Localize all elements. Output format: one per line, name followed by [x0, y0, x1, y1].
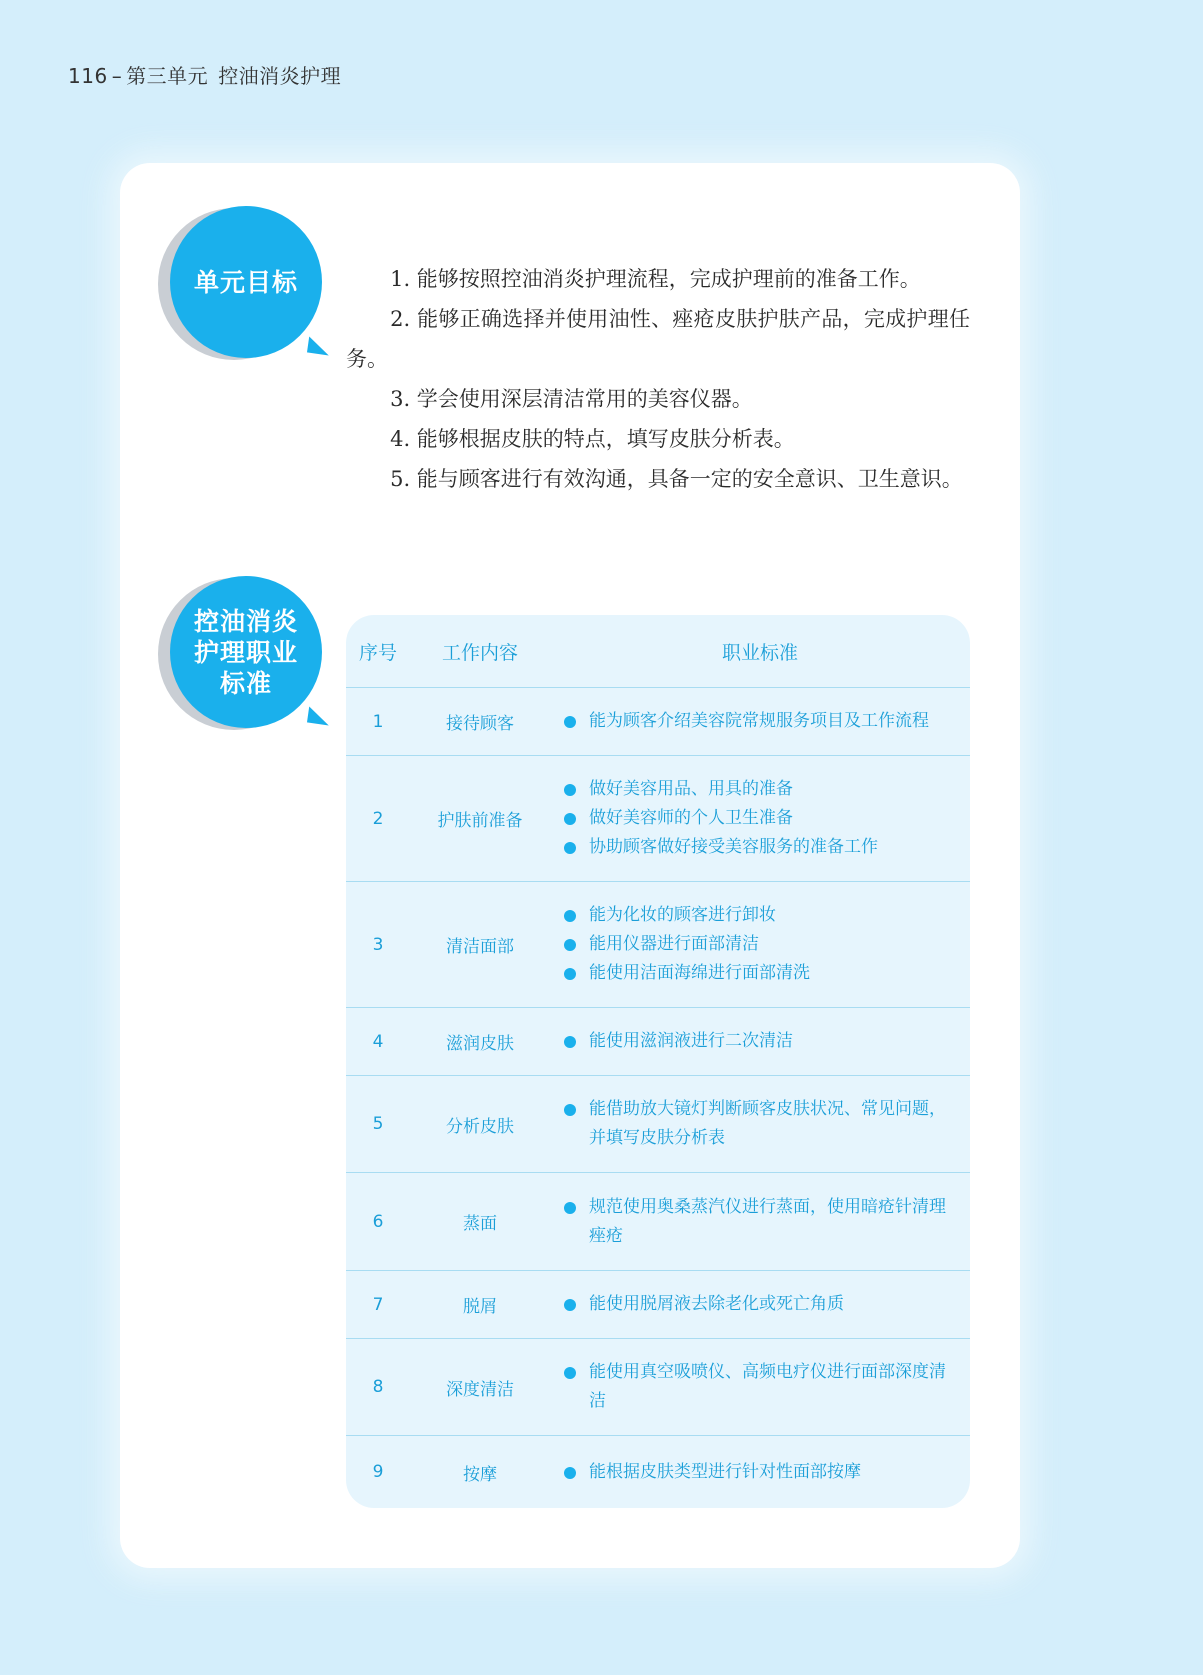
- row-work: 蒸面: [463, 1214, 497, 1234]
- row-standards: [564, 1076, 960, 1172]
- standard-item: [564, 901, 960, 930]
- row-no: 9: [372, 1462, 384, 1482]
- standard-item: [564, 804, 960, 833]
- standards-table: [346, 615, 970, 1508]
- standard-item: [564, 775, 960, 804]
- row-standards: [564, 1008, 960, 1075]
- standard-text: 做好美容师的个人卫生准备: [589, 808, 793, 828]
- bullet-icon: [564, 1202, 576, 1214]
- row-no: 7: [372, 1294, 384, 1315]
- standard-text: 能使用真空吸喷仪、高频电疗仪进行面部深度清洁: [589, 1362, 946, 1411]
- row-standards: [564, 756, 960, 881]
- unit-label: 第三单元: [126, 64, 209, 88]
- row-standards: [564, 1271, 960, 1338]
- standard-text: 能为化妆的顾客进行卸妆: [589, 905, 776, 925]
- bullet-icon: [564, 1299, 576, 1311]
- row-work: 护肤前准备: [437, 811, 523, 831]
- bullet-icon: [564, 842, 576, 854]
- goals-list: [346, 259, 970, 499]
- table-row: [346, 1008, 970, 1076]
- table-row: [346, 688, 970, 756]
- standards-badge-text: 控油消炎护理职业标准: [193, 606, 298, 698]
- standard-text: 能使用洁面海绵进行面部清洗: [589, 963, 810, 983]
- row-standards: [564, 1173, 960, 1270]
- standard-text: 能使用滋润液进行二次清洁: [589, 1031, 793, 1051]
- bullet-icon: [564, 1036, 576, 1048]
- goal-item: 4. 能够根据皮肤的特点，填写皮肤分析表。: [390, 427, 795, 451]
- goals-badge-label: 单元目标: [193, 267, 298, 297]
- standard-text: 规范使用奥桑蒸汽仪进行蒸面，使用暗疮针清理痤疮: [589, 1196, 946, 1246]
- row-standards: [564, 688, 960, 755]
- row-no: 2: [372, 808, 384, 829]
- table-row: [346, 1436, 970, 1508]
- standard-text: 能根据皮肤类型进行针对性面部按摩: [589, 1461, 861, 1482]
- table-row: [346, 1271, 970, 1339]
- row-work: 深度清洁: [446, 1379, 514, 1400]
- bullet-icon: [564, 1467, 576, 1479]
- content-card: [120, 163, 1020, 1568]
- page-number: 116: [68, 64, 108, 88]
- table-header-row: [346, 615, 970, 688]
- bullet-icon: [564, 1104, 576, 1116]
- standard-item: [564, 1095, 960, 1153]
- table-row: [346, 756, 970, 882]
- standard-text: 协助顾客做好接受美容服务的准备工作: [589, 837, 878, 857]
- bullet-icon: [564, 716, 576, 728]
- row-no: 3: [372, 934, 384, 955]
- goal-item: 5. 能与顾客进行有效沟通，具备一定的安全意识、卫生意识。: [390, 467, 963, 491]
- row-no: 8: [372, 1377, 384, 1397]
- bullet-icon: [564, 813, 576, 825]
- header-standard: 职业标准: [721, 641, 798, 664]
- standard-item: [564, 930, 960, 959]
- standard-text: 能使用脱屑液去除老化或死亡角质: [589, 1294, 844, 1314]
- standard-text: 能借助放大镜灯判断顾客皮肤状况、常见问题，并填写皮肤分析表: [589, 1099, 946, 1148]
- bullet-icon: [564, 939, 576, 951]
- standard-item: [564, 1458, 960, 1487]
- standard-text: 能为顾客介绍美容院常规服务项目及工作流程: [589, 711, 929, 731]
- standard-item: [564, 1358, 960, 1416]
- standard-item: [564, 833, 960, 862]
- goal-item: 1. 能够按照控油消炎护理流程，完成护理前的准备工作。: [390, 267, 921, 291]
- row-work: 脱屑: [463, 1297, 497, 1317]
- standards-badge: [158, 578, 310, 730]
- table-row: [346, 882, 970, 1008]
- row-standards: [564, 882, 960, 1007]
- goal-item: 2. 能够正确选择并使用油性、痤疮皮肤护肤产品，完成护理任务。: [346, 307, 970, 371]
- row-standards: [564, 1436, 960, 1508]
- bullet-icon: [564, 968, 576, 980]
- standard-item: [564, 707, 960, 736]
- standard-item: [564, 1027, 960, 1056]
- standard-item: [564, 1193, 960, 1251]
- header-separator: –: [111, 64, 123, 88]
- bullet-icon: [564, 784, 576, 796]
- row-work: 分析皮肤: [446, 1116, 514, 1137]
- header-no: 序号: [358, 641, 397, 664]
- goal-item: 3. 学会使用深层清洁常用的美容仪器。: [390, 387, 753, 411]
- standard-item: [564, 1290, 960, 1319]
- row-work: 清洁面部: [446, 937, 514, 957]
- page-header: [68, 60, 341, 89]
- row-work: 按摩: [463, 1464, 497, 1485]
- bullet-icon: [564, 1367, 576, 1379]
- row-no: 1: [372, 711, 384, 732]
- standard-text: 做好美容用品、用具的准备: [589, 779, 793, 799]
- table-row: [346, 1173, 970, 1271]
- standard-text: 能用仪器进行面部清洁: [589, 934, 759, 954]
- goals-badge: [158, 208, 310, 360]
- standards-badge-label: [170, 576, 322, 728]
- standard-item: [564, 959, 960, 988]
- row-work: 接待顾客: [446, 714, 514, 734]
- bullet-icon: [564, 910, 576, 922]
- row-no: 5: [372, 1114, 384, 1134]
- row-no: 4: [372, 1031, 384, 1052]
- row-work: 滋润皮肤: [446, 1034, 514, 1054]
- unit-title: 控油消炎护理: [218, 64, 342, 88]
- table-row: [346, 1076, 970, 1173]
- table-row: [346, 1339, 970, 1436]
- row-standards: [564, 1339, 960, 1435]
- header-work: 工作内容: [441, 641, 518, 664]
- row-no: 6: [372, 1211, 384, 1232]
